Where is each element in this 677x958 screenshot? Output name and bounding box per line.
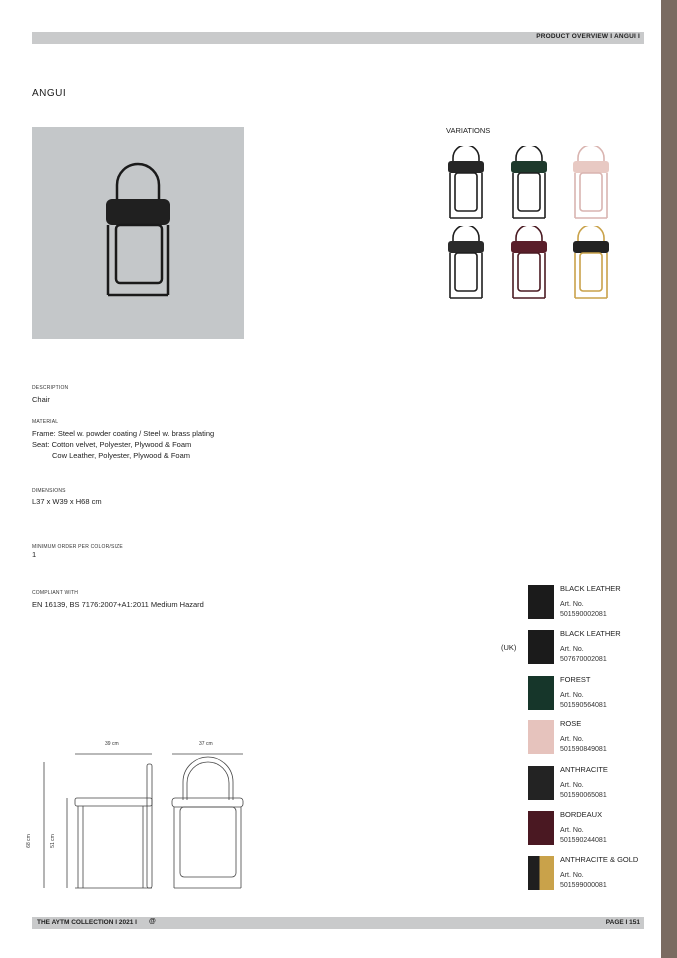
chair-line-drawing xyxy=(30,750,260,895)
swatch-art-label: Art. No. xyxy=(560,692,584,699)
footer-collection: THE AYTM COLLECTION I 2021 I xyxy=(37,918,137,926)
header-breadcrumb: PRODUCT OVERVIEW I ANGUI I xyxy=(536,33,640,40)
dim-width-front: 39 cm xyxy=(105,741,119,747)
swatch-name: ANTHRACITE & GOLD xyxy=(560,855,639,864)
color-swatch xyxy=(528,856,554,890)
dim-width-side: 37 cm xyxy=(199,741,213,747)
variation-chair xyxy=(571,146,611,222)
swatch-art-number: 501599000081 xyxy=(560,882,607,889)
material-label: MATERIAL xyxy=(32,419,59,425)
side-accent-bar xyxy=(661,0,677,958)
dim-height-total: 68 cm xyxy=(25,834,32,848)
compliant-label: COMPLIANT WITH xyxy=(32,590,79,596)
product-title: ANGUI xyxy=(32,88,67,99)
dimensions-value: L37 x W39 x H68 cm xyxy=(32,497,102,506)
swatch-art-number: 507670002081 xyxy=(560,656,607,663)
swatch-name: BORDEAUX xyxy=(560,810,603,819)
swatch-art-label: Art. No. xyxy=(560,601,584,608)
color-swatch xyxy=(528,676,554,710)
color-swatch xyxy=(528,766,554,800)
material-frame: Frame: Steel w. powder coating / Steel w. brass plating xyxy=(32,429,215,438)
swatch-name: ROSE xyxy=(560,719,582,728)
min-order-value: 1 xyxy=(32,550,37,559)
swatch-art-number: 501590065081 xyxy=(560,792,607,799)
description-label: DESCRIPTION xyxy=(32,385,69,391)
swatch-name: BLACK LEATHER xyxy=(560,629,621,638)
dimensions-label: DIMENSIONS xyxy=(32,488,66,494)
header-bar xyxy=(32,32,644,44)
color-swatch xyxy=(528,585,554,619)
swatch-art-number: 501590849081 xyxy=(560,746,607,753)
color-swatch xyxy=(528,630,554,664)
variation-chair xyxy=(571,226,611,302)
variation-chair xyxy=(509,226,549,302)
footer-page-number: PAGE I 151 xyxy=(605,918,640,926)
color-swatch xyxy=(528,720,554,754)
min-order-label: MINIMUM ORDER PER COLOR/SIZE xyxy=(32,544,123,550)
variations-title: VARIATIONS xyxy=(446,126,491,135)
swatch-art-label: Art. No. xyxy=(560,646,584,653)
dim-height-seat: 51 cm xyxy=(49,834,56,848)
swatch-art-label: Art. No. xyxy=(560,872,584,879)
footer-logo-icon: @ xyxy=(149,918,156,925)
swatch-art-label: Art. No. xyxy=(560,827,584,834)
swatch-art-number: 501590244081 xyxy=(560,837,607,844)
variation-chair xyxy=(446,226,486,302)
material-seat: Seat: Cotton velvet, Polyester, Plywood & Foam xyxy=(32,440,192,449)
swatch-art-label: Art. No. xyxy=(560,782,584,789)
variation-chair xyxy=(509,146,549,222)
uk-note: (UK) xyxy=(501,643,517,652)
variation-chair xyxy=(446,146,486,222)
swatch-name: BLACK LEATHER xyxy=(560,584,621,593)
swatch-art-label: Art. No. xyxy=(560,736,584,743)
color-swatch xyxy=(528,811,554,845)
compliant-value: EN 16139, BS 7176:2007+A1:2011 Medium Hazard xyxy=(32,600,204,609)
description-value: Chair xyxy=(32,395,50,404)
product-photo xyxy=(32,127,244,339)
swatch-name: ANTHRACITE xyxy=(560,765,608,774)
swatch-art-number: 501590564081 xyxy=(560,702,607,709)
swatch-name: FOREST xyxy=(560,675,591,684)
swatch-art-number: 501590002081 xyxy=(560,611,607,618)
footer-bar xyxy=(32,917,644,929)
material-seat-leather: Cow Leather, Polyester, Plywood & Foam xyxy=(52,451,190,460)
chair-photo-illustration xyxy=(32,127,244,339)
